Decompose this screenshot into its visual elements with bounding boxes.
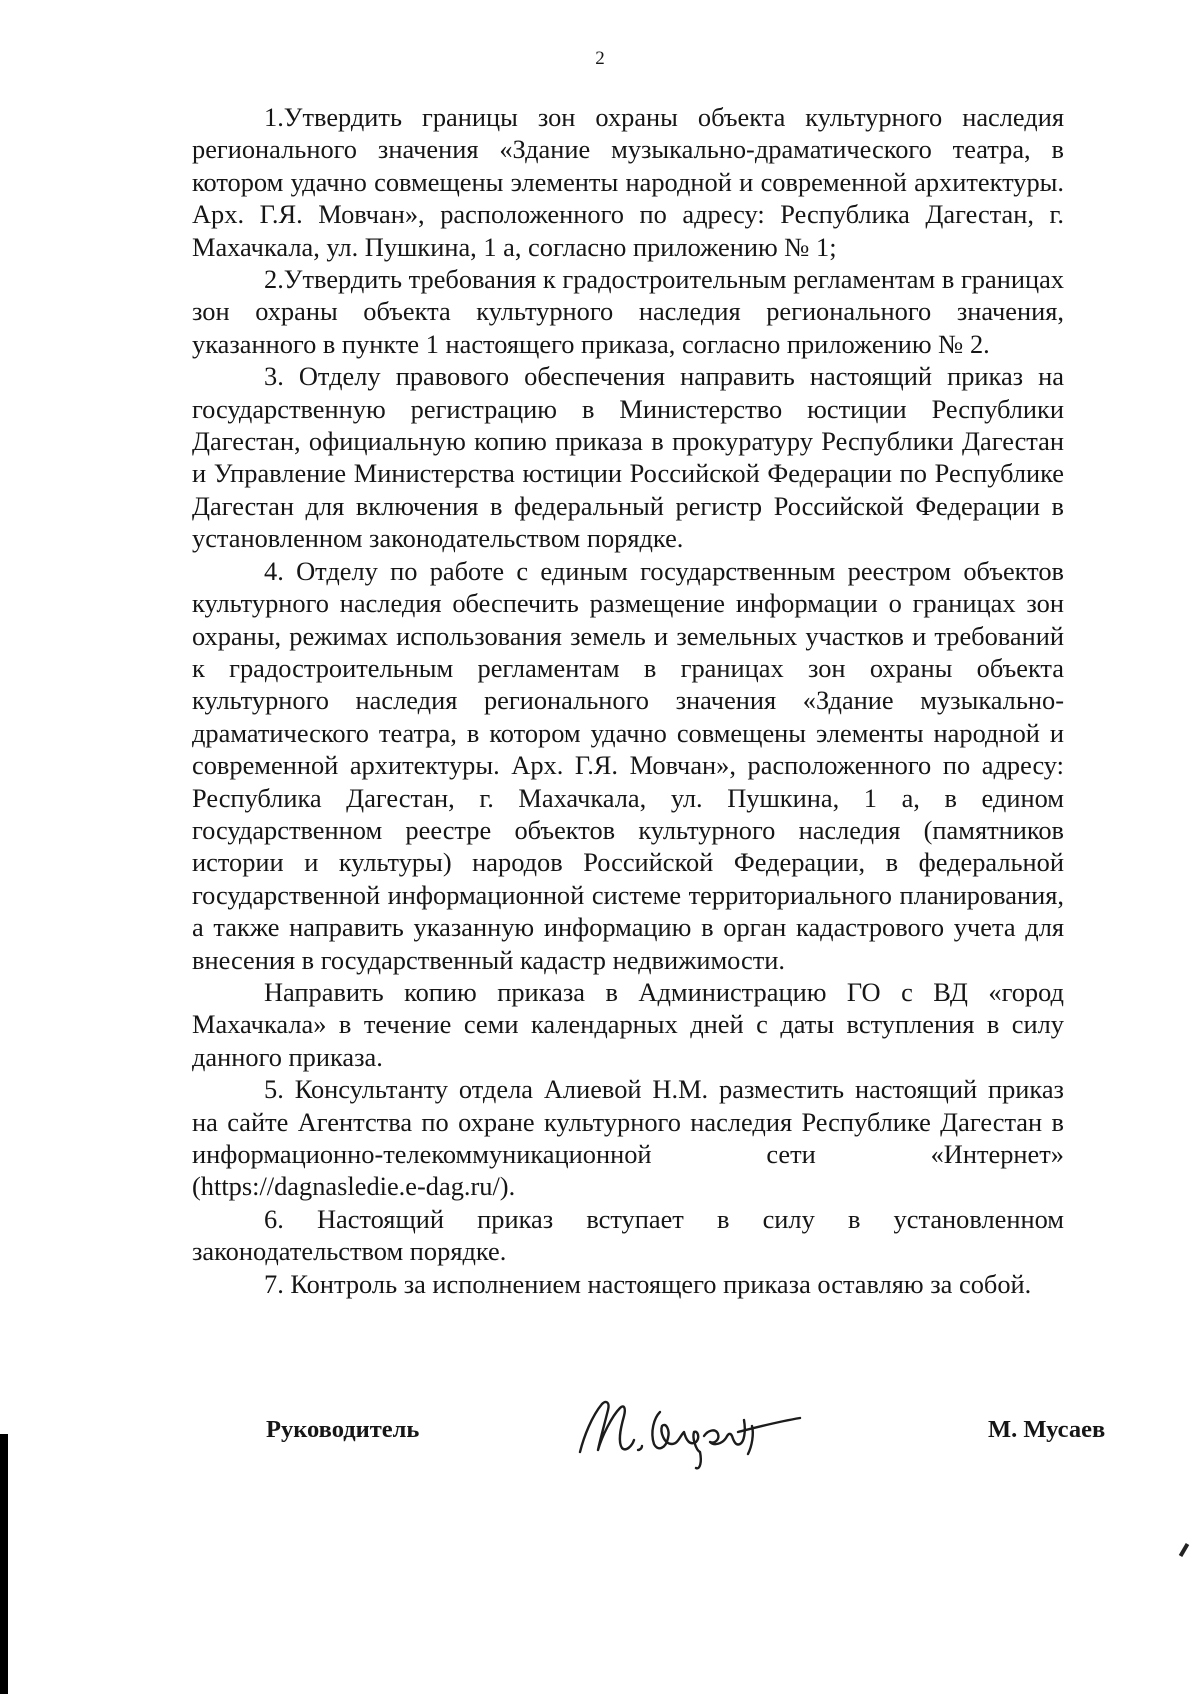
paragraph-item-7: 7. Контроль за исполнением настоящего приказа оставляю за собой. [264,1268,1032,1299]
signatory-position: Руководитель [266,1416,420,1443]
paragraph-item-1: 1.Утвердить границы зон охраны объекта культурного наследия регионального значения «Здание музыкально-драматического театра, в котором удачно совмещены элементы народной и современной архитектуры. Арх. Г.Я. Мовчан», расположенного по адресу: Республика Дагестан, г. Махачкала, ул. Пушкина, 1 а, согласно приложению № 1; [192,102,1064,262]
page-number: 2 [595,48,605,69]
paragraph-item-6: 6. Настоящий приказ вступает в силу в установленном законодательством порядке. [192,1203,1064,1267]
paragraph-item-3: 3. Отделу правового обеспечения направить настоящий приказ на государственную регистрацию в Министерство юстиции Республики Дагестан, официальную копию приказа в прокуратуру Республики Дагестан и Управление Министерства юстиции Российской Федерации по Республике Дагестан для включения в федеральный регистр Российской Федерации в установленном законодательством порядке. [192,361,1064,554]
paragraph-item-4: 4. Отделу по работе с единым государственным реестром объектов культурного наследия обеспечить размещение информации о границах зон охраны, режимах использования земель и земельных участков и требований к градостроительным регламентам в границах зон охраны объекта культурного наследия регионального значения «Здание музыкально-драматического театра, в котором удачно совмещены элементы народной и современной архитектуры. Арх. Г.Я. Мовчан», расположенного по адресу: Республика Дагестан, г. Махачкала, ул. Пушкина, 1 а, в едином государственном реестре объектов культурного наследия (памятников истории и культуры) народов Российской Федерации, в федеральной государственной информационной системе территориального планирования, а также направить указанную информацию в орган кадастрового учета для внесения в государственный кадастр недвижимости. [192,555,1064,975]
order-body [192,101,1064,1300]
signature-block [0,1392,1200,1482]
handwritten-signature [568,1392,808,1472]
scan-artifact-mark [1179,1543,1189,1557]
paragraph-item-2: 2.Утвердить требования к градостроительным регламентам в границах зон охраны объекта культурного наследия регионального значения, указанного в пункте 1 настоящего приказа, согласно приложению № 2. [192,264,1064,359]
paragraph-item-4-addendum: Направить копию приказа в Администрацию ГО с ВД «город Махачкала» в течение семи календарных дней с даты вступления в силу данного приказа. [192,976,1064,1072]
signatory-name: М. Мусаев [988,1416,1106,1443]
scan-edge-mark [0,1434,8,1694]
paragraph-item-5: 5. Консультанту отдела Алиевой Н.М. разместить настоящий приказ на сайте Агентства по охране культурного наследия Республике Дагестан в информационно-телекоммуникационной сети «Интернет» (https://dagnasledie.e-dag.ru/). [192,1074,1064,1202]
